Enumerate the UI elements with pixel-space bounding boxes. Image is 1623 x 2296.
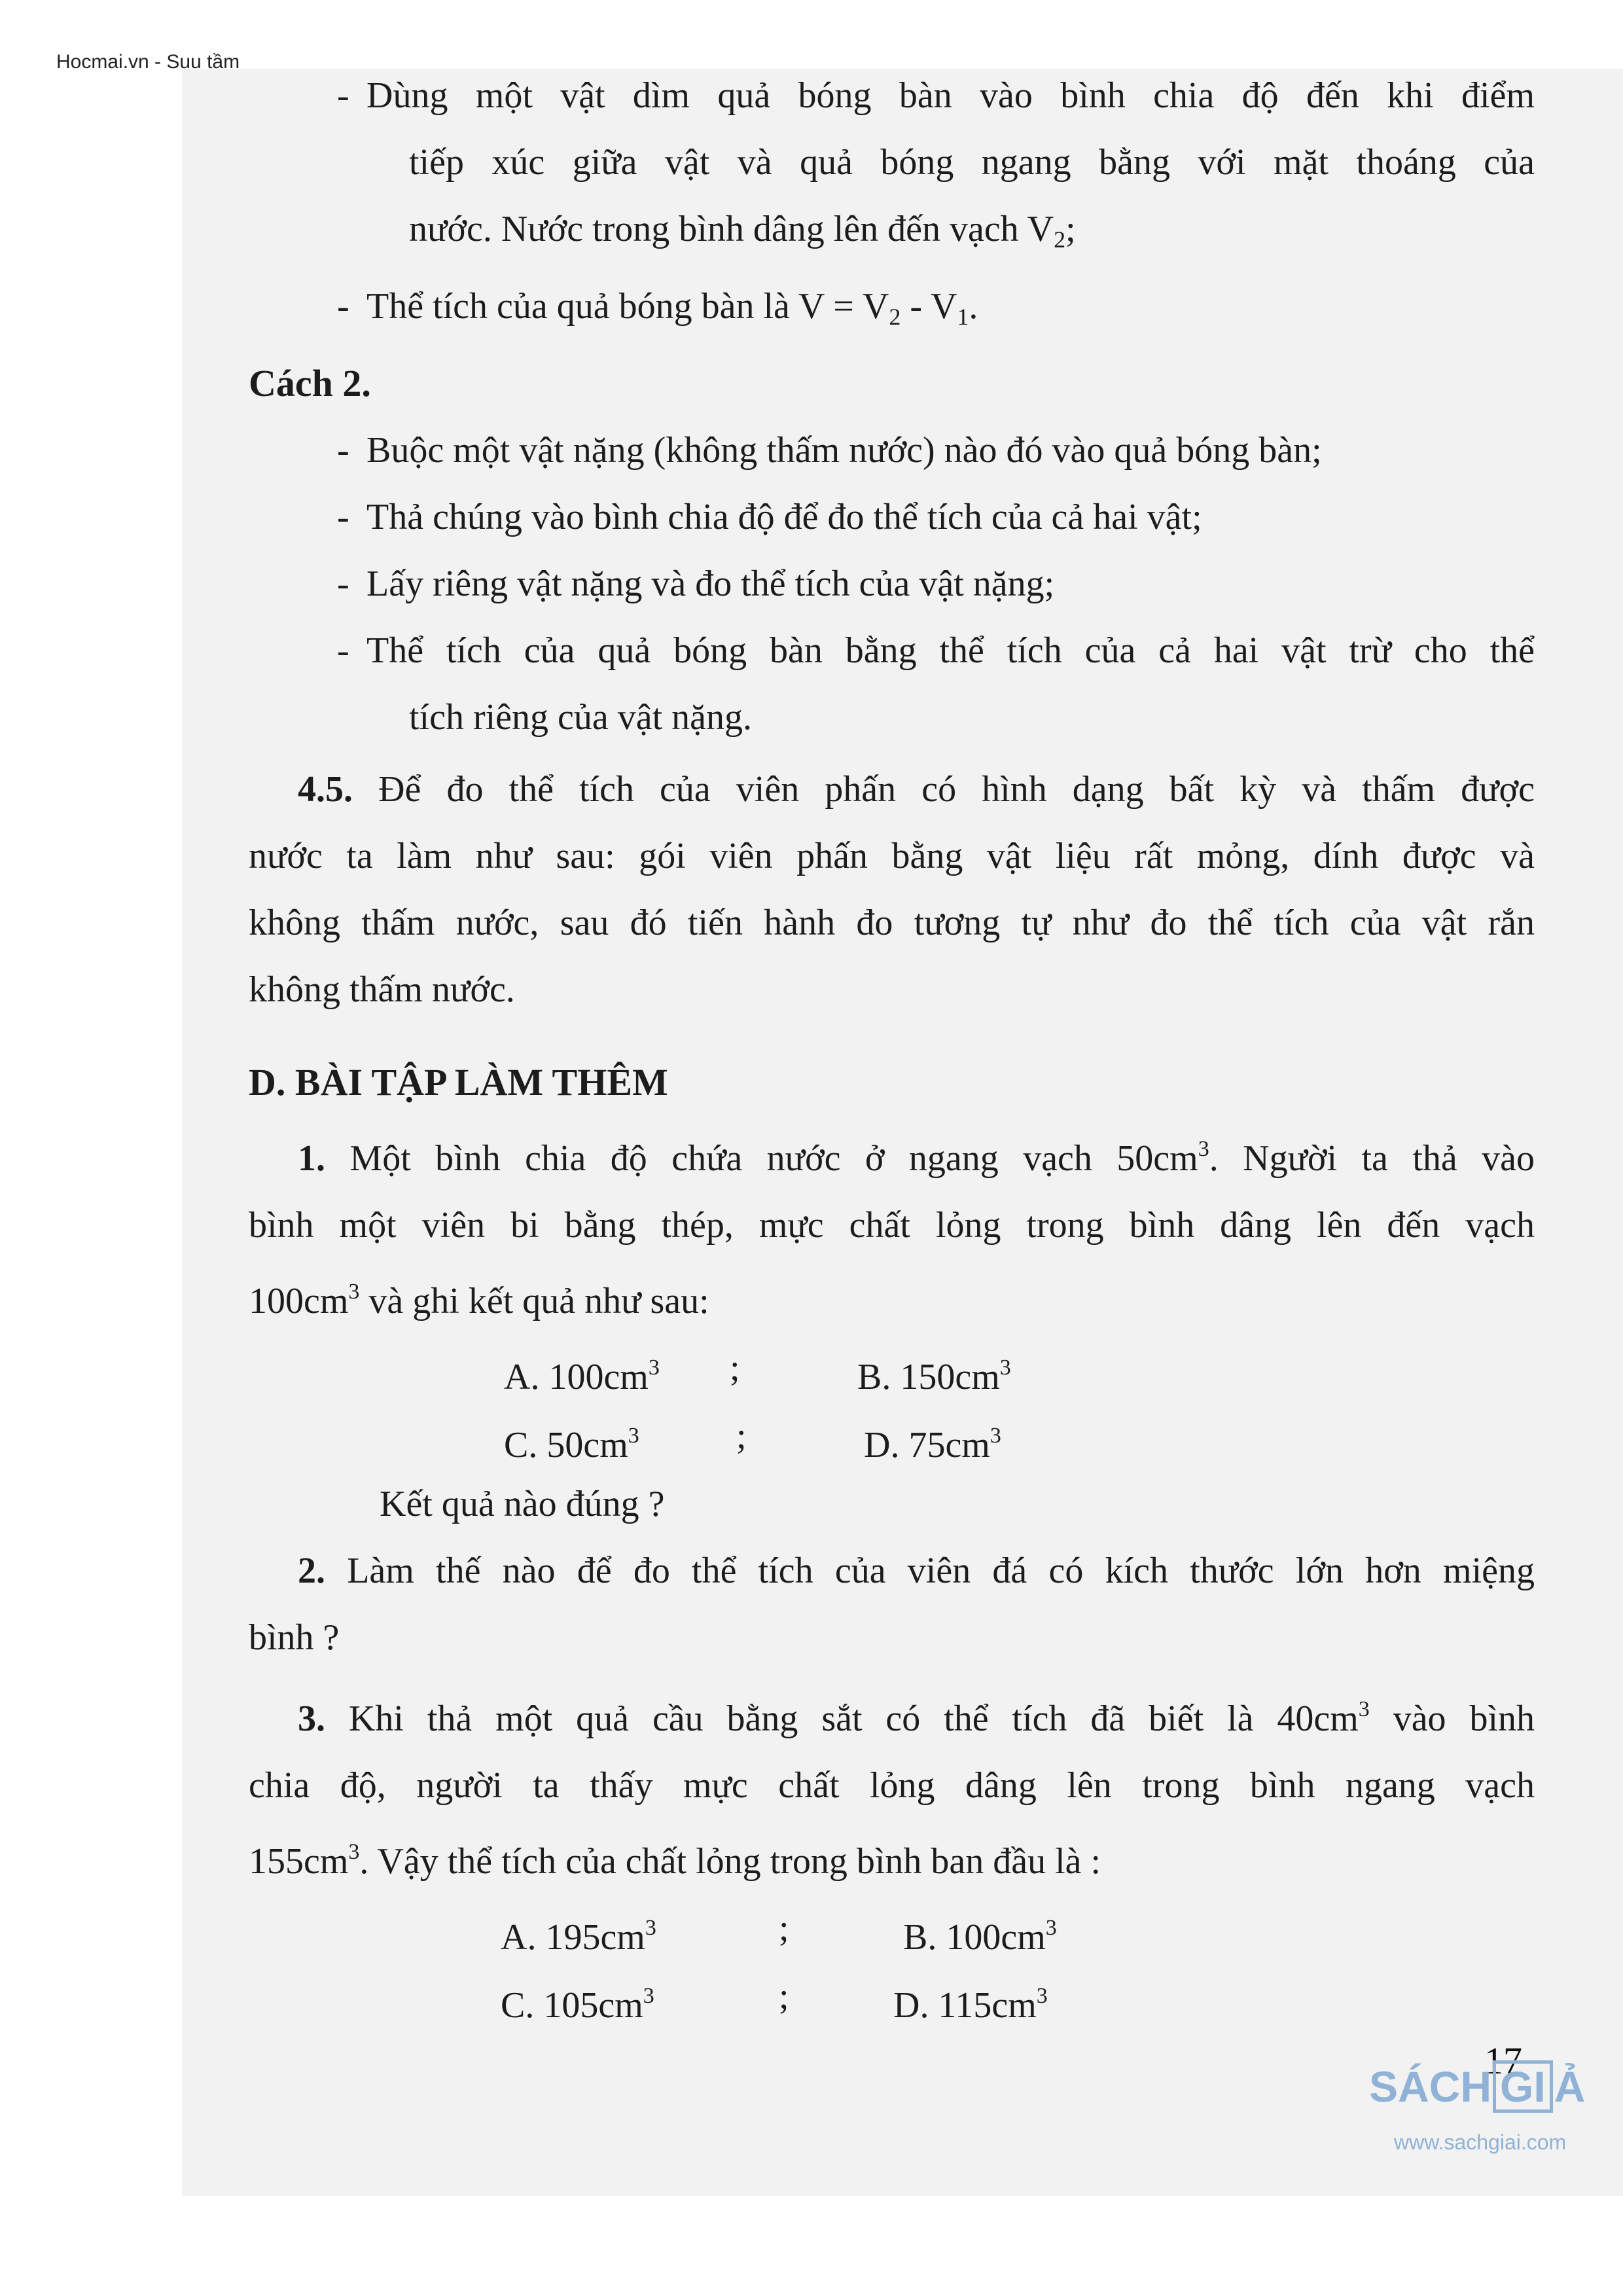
question-3-line3: $155cm^3$. Vậy thể tích của chất lỏng trong bình ban đầu là : bbox=[249, 1840, 1101, 1882]
method2-step-3: - Lấy riêng vật nặng và đo thể tích của vật nặng; bbox=[337, 564, 1055, 604]
source-label: Hocmai.vn - Suu tầm bbox=[56, 51, 240, 73]
question-1-line3: $100cm^3$ và ghi kết quả như sau: bbox=[249, 1280, 709, 1321]
sachgiai-logo: SÁCH GI Ả bbox=[1369, 2060, 1585, 2113]
question-3-line2: chia độ, người ta thấy mực chất lỏng dâng lên trong bình ngang vạch bbox=[249, 1765, 1535, 1806]
question-3-separator: ; bbox=[779, 1976, 789, 2017]
question-1-option-c: C. $50cm^3$ bbox=[504, 1424, 639, 1465]
page-content bbox=[249, 62, 1535, 2031]
question-1-options-row1 bbox=[249, 1335, 1535, 1403]
question-3-options-row1 bbox=[249, 1895, 1535, 1963]
answer-4-5-line4: không thấm nước. bbox=[249, 969, 515, 1010]
question-1-line2: bình một viên bi bằng thép, mực chất lỏng trong bình dâng lên đến vạch bbox=[249, 1205, 1535, 1246]
question-3-options-row2 bbox=[249, 1963, 1535, 2031]
answer-4-5-number: 4.5. bbox=[298, 769, 353, 810]
method1-step4: - Thể tích của quả bóng bàn là $V = V_2 - V_1$. bbox=[337, 286, 978, 330]
question-1-number: 1. bbox=[298, 1138, 325, 1179]
method1-step3-line3: nước. Nước trong bình dâng lên đến vạch $V_2$; bbox=[409, 209, 1076, 253]
method2-step-4: - Thể tích của quả bóng bàn bằng thể tích của cả hai vật trừ cho thể bbox=[337, 630, 1535, 671]
question-2-line2: bình ? bbox=[249, 1617, 340, 1658]
question-3-separator: ; bbox=[779, 1908, 789, 1948]
section-d-title: D. BÀI TẬP LÀM THÊM bbox=[249, 1061, 668, 1103]
method2-step-4-cont: tích riêng của vật nặng. bbox=[409, 697, 753, 738]
question-1-prompt: Kết quả nào đúng ? bbox=[380, 1484, 665, 1524]
question-1-option-a: A. $100cm^3$ bbox=[504, 1355, 660, 1397]
answer-4-5-line3: không thấm nước, sau đó tiến hành đo tương tự như đo thể tích của vật rắn bbox=[249, 903, 1535, 943]
method2-step-1: - Buộc một vật nặng (không thấm nước) nào đó vào quả bóng bàn; bbox=[337, 430, 1322, 471]
question-3-option-b: B. $100cm^3$ bbox=[903, 1916, 1057, 1958]
page-number: 17 bbox=[1484, 2039, 1522, 2082]
question-3-option-d: D. $115cm^3$ bbox=[893, 1984, 1048, 2026]
method2-step-2: - Thả chúng vào bình chia độ để đo thể tích của cả hai vật; bbox=[337, 497, 1202, 537]
question-1-option-b: B. $150cm^3$ bbox=[857, 1355, 1011, 1397]
question-2-number: 2. bbox=[298, 1551, 325, 1591]
question-1-option-d: D. $75cm^3$ bbox=[864, 1424, 1001, 1465]
question-1-options-row2 bbox=[249, 1403, 1535, 1471]
method1-step3-line1: Dùng một vật dìm quả bóng bàn vào bình chia độ đến khi điểm bbox=[366, 75, 1535, 116]
question-3-option-c: C. $105cm^3$ bbox=[501, 1984, 654, 2026]
method1-step3: - Dùng một vật dìm quả bóng bàn vào bình chia độ đến khi điểm bbox=[337, 75, 1535, 116]
question-1-separator: ; bbox=[730, 1348, 740, 1388]
question-1-separator: ; bbox=[736, 1416, 747, 1456]
watermark-url: www.sachgiai.com bbox=[1394, 2130, 1567, 2154]
question-3-line1: 3. Khi thả một quả cầu bằng sắt có thể tích đã biết là $40cm^3$ vào bình bbox=[298, 1697, 1535, 1739]
method1-step3-line2: tiếp xúc giữa vật và quả bóng ngang bằng với mặt thoáng của bbox=[409, 142, 1535, 183]
question-3-number: 3. bbox=[298, 1698, 325, 1739]
question-3-option-a: A. $195cm^3$ bbox=[501, 1916, 656, 1958]
method2-title: Cách 2. bbox=[249, 362, 371, 404]
answer-4-5-line2: nước ta làm như sau: gói viên phấn bằng vật liệu rất mỏng, dính được và bbox=[249, 836, 1535, 876]
question-1-line1: 1. Một bình chia độ chứa nước ở ngang vạch $50cm^3$. Người ta thả vào bbox=[298, 1137, 1535, 1179]
question-2-line1: 2. Làm thế nào để đo thể tích của viên đá có kích thước lớn hơn miệng bbox=[298, 1551, 1535, 1591]
answer-4-5-line1: 4.5. Để đo thể tích của viên phấn có hình dạng bất kỳ và thấm được bbox=[298, 769, 1535, 810]
